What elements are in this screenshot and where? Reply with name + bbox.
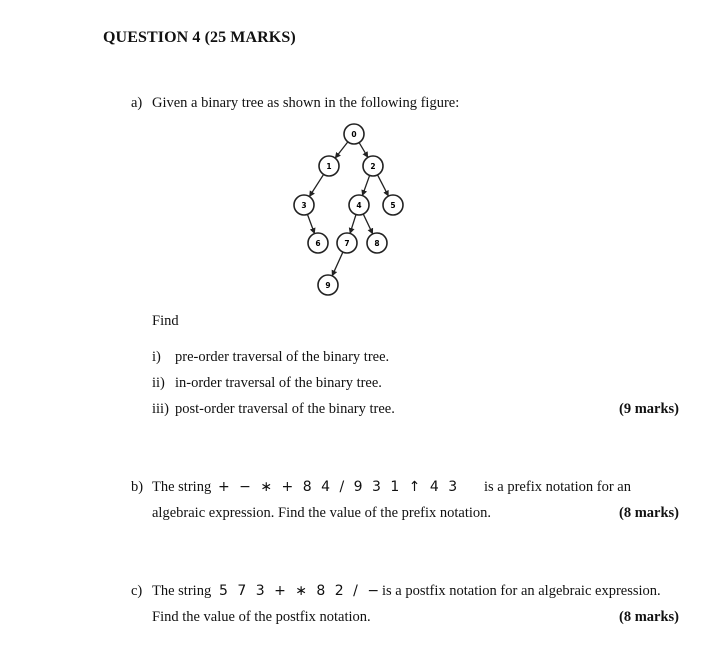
- part-b-text-suffix: is a prefix notation for an: [484, 479, 631, 495]
- part-a-label: a): [131, 95, 143, 111]
- tree-node-label: 6: [315, 239, 321, 248]
- item-i-label: i): [152, 349, 161, 365]
- postfix-expression: 5 7 3 + ∗ 8 2 / −: [219, 583, 381, 599]
- item-ii-label: ii): [152, 375, 165, 391]
- question-title: QUESTION 4 (25 MARKS): [103, 29, 296, 46]
- part-c-line2: Find the value of the postfix notation.: [152, 609, 371, 625]
- tree-edge-0-1: [335, 142, 347, 158]
- tree-node-1: [319, 156, 339, 176]
- item-i-text: pre-order traversal of the binary tree.: [175, 349, 390, 365]
- binary-tree-figure: [290, 118, 410, 303]
- tree-node-9: [318, 275, 338, 295]
- tree-edge-4-7: [350, 215, 356, 233]
- tree-node-label: 8: [374, 239, 380, 248]
- item-iii-text: post-order traversal of the binary tree.: [175, 401, 395, 417]
- tree-node-7: [337, 233, 357, 253]
- tree-node-label: 2: [370, 162, 376, 171]
- tree-node-8: [367, 233, 387, 253]
- tree-edge-1-3: [310, 174, 324, 196]
- part-c-text-prefix: The string: [152, 583, 212, 599]
- tree-node-2: [363, 156, 383, 176]
- tree-node-label: 9: [325, 281, 331, 290]
- item-iii-label: iii): [152, 401, 169, 417]
- part-c-text-suffix: is a postfix notation for an algebraic expression.: [382, 583, 661, 599]
- prefix-expression: + − ∗ + 8 4 / 9 3 1 ↑ 4 3: [218, 479, 459, 495]
- tree-edge-2-5: [378, 175, 389, 196]
- tree-node-5: [383, 195, 403, 215]
- tree-node-label: 1: [326, 162, 332, 171]
- part-b-marks: (8 marks): [618, 505, 679, 521]
- tree-node-label: 3: [301, 201, 307, 210]
- part-b-line2: algebraic expression. Find the value of the prefix notation.: [152, 505, 492, 521]
- find-label: Find: [152, 313, 179, 329]
- tree-node-label: 5: [390, 201, 396, 210]
- tree-edge-3-6: [307, 214, 314, 233]
- part-b-label: b): [131, 479, 144, 495]
- tree-node-0: [344, 124, 364, 144]
- tree-edge-2-4: [363, 175, 370, 195]
- tree-node-4: [349, 195, 369, 215]
- tree-edge-0-2: [359, 143, 368, 157]
- item-ii-text: in-order traversal of the binary tree.: [175, 375, 382, 391]
- tree-node-label: 0: [351, 130, 357, 139]
- part-b-text-prefix: The string: [152, 479, 212, 495]
- tree-edge-7-9: [332, 252, 343, 275]
- part-c-label: c): [131, 583, 143, 599]
- tree-node-6: [308, 233, 328, 253]
- tree-node-label: 4: [356, 201, 362, 210]
- tree-node-label: 7: [344, 239, 350, 248]
- tree-edge-4-8: [363, 214, 372, 233]
- part-a-text: Given a binary tree as shown in the following figure:: [152, 95, 460, 111]
- tree-node-3: [294, 195, 314, 215]
- part-c-marks: (8 marks): [618, 609, 679, 625]
- part-a-marks: (9 marks): [618, 401, 679, 417]
